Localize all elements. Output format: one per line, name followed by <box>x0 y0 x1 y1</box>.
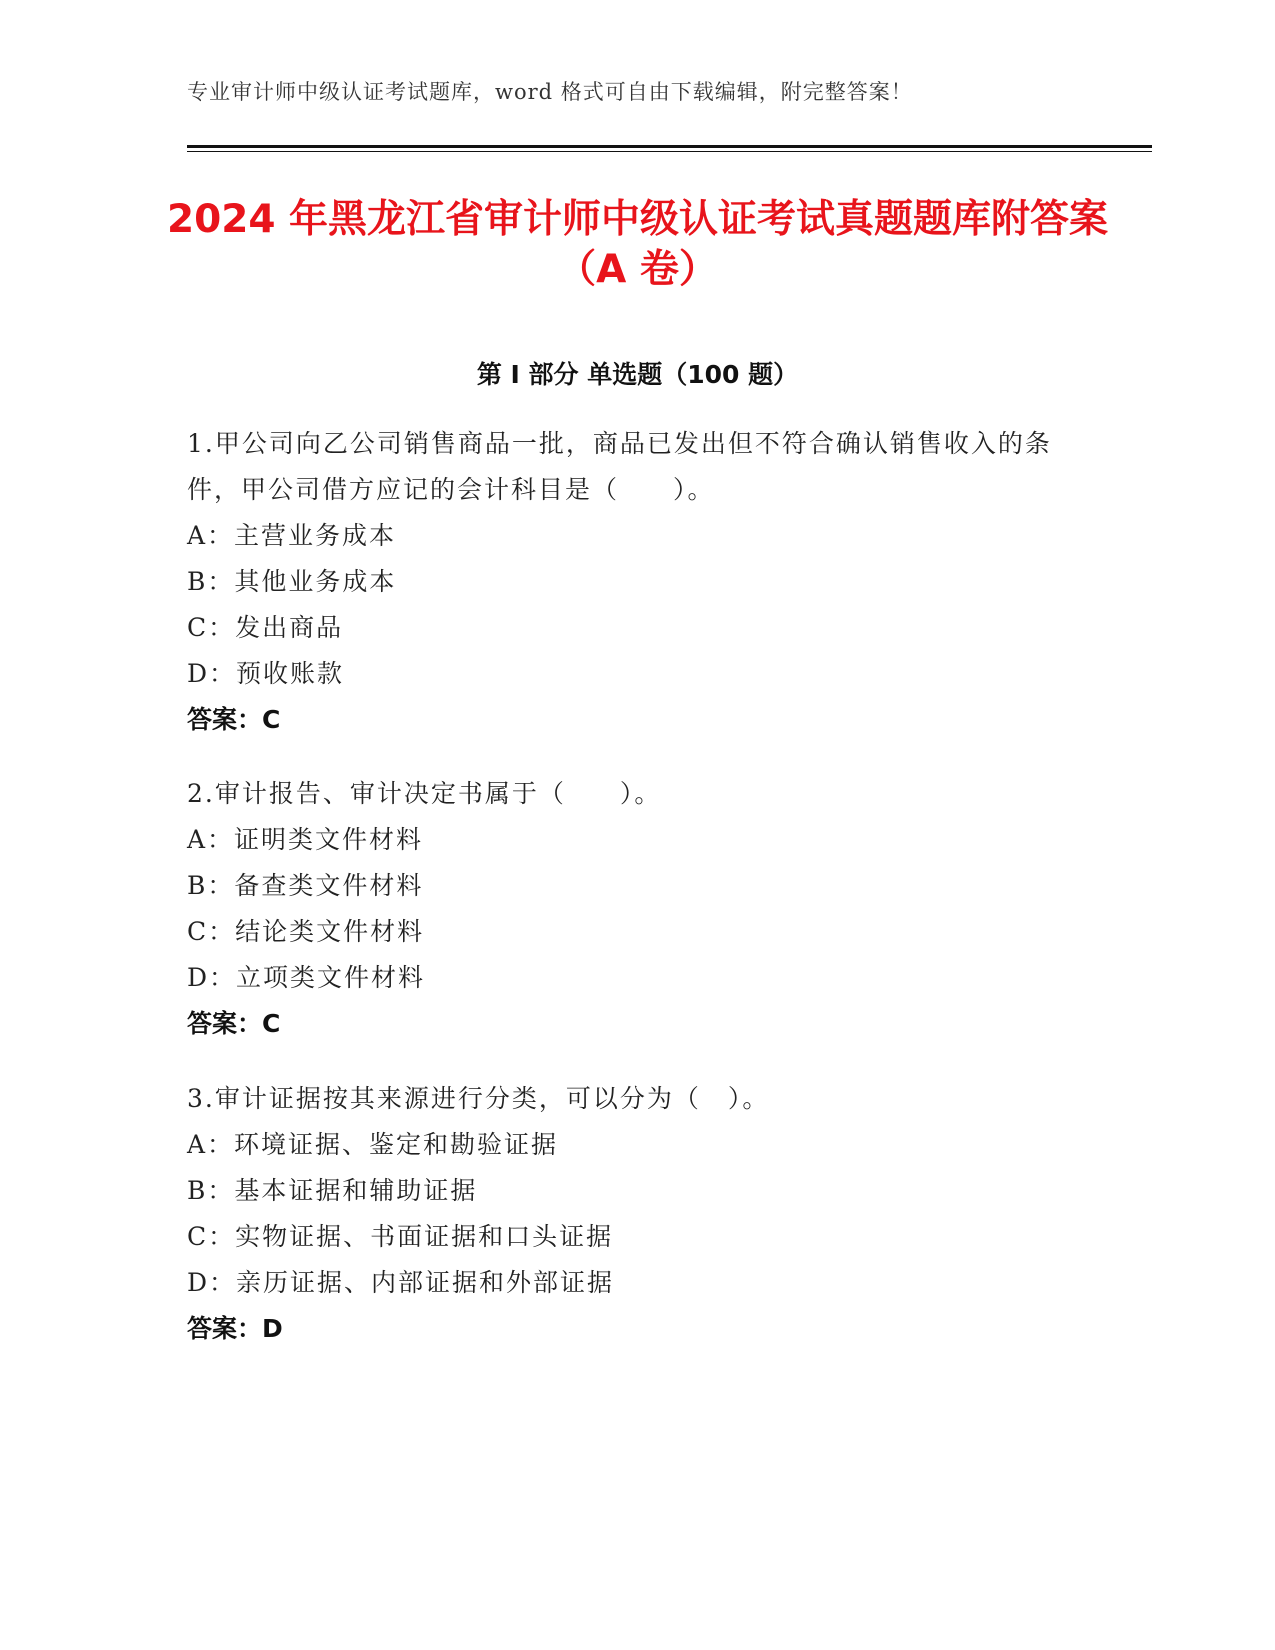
question-1 <box>187 421 1087 743</box>
option-a: A：环境证据、鉴定和勘验证据 <box>187 1130 559 1159</box>
option-a: A：主营业务成本 <box>187 521 397 550</box>
question-stem: 2.审计报告、审计决定书属于（ ）。 <box>187 779 662 808</box>
answer: 答案：D <box>187 1314 283 1343</box>
option-d: D：立项类文件材料 <box>187 963 426 992</box>
question-stem: 3.审计证据按其来源进行分类，可以分为（ ）。 <box>187 1084 770 1113</box>
section-title: 第 I 部分 单选题（100 题） <box>476 360 799 389</box>
answer: 答案：C <box>187 1009 281 1038</box>
option-b: B：备查类文件材料 <box>187 871 424 900</box>
option-b: B：基本证据和辅助证据 <box>187 1176 478 1205</box>
option-c: C：发出商品 <box>187 613 344 642</box>
option-d: D：预收账款 <box>187 659 345 688</box>
header-rule-thin <box>187 151 1152 152</box>
page-header: 专业审计师中级认证考试题库，word 格式可自由下载编辑，附完整答案！ <box>187 80 913 104</box>
document-title: 2024 年黑龙江省审计师中级认证考试真题题库附答案（A 卷） <box>166 197 1109 292</box>
question-2 <box>187 771 1087 1047</box>
question-stem: 1.甲公司向乙公司销售商品一批，商品已发出但不符合确认销售收入的条件，甲公司借方应记的会计科目是（ ）。 <box>187 429 1052 504</box>
option-c: C：结论类文件材料 <box>187 917 425 946</box>
question-3 <box>187 1076 1087 1352</box>
option-d: D：亲历证据、内部证据和外部证据 <box>187 1268 615 1297</box>
option-a: A：证明类文件材料 <box>187 825 424 854</box>
header-rule-thick <box>187 145 1152 148</box>
option-c: C：实物证据、书面证据和口头证据 <box>187 1222 614 1251</box>
answer: 答案：C <box>187 705 281 734</box>
option-b: B：其他业务成本 <box>187 567 397 596</box>
